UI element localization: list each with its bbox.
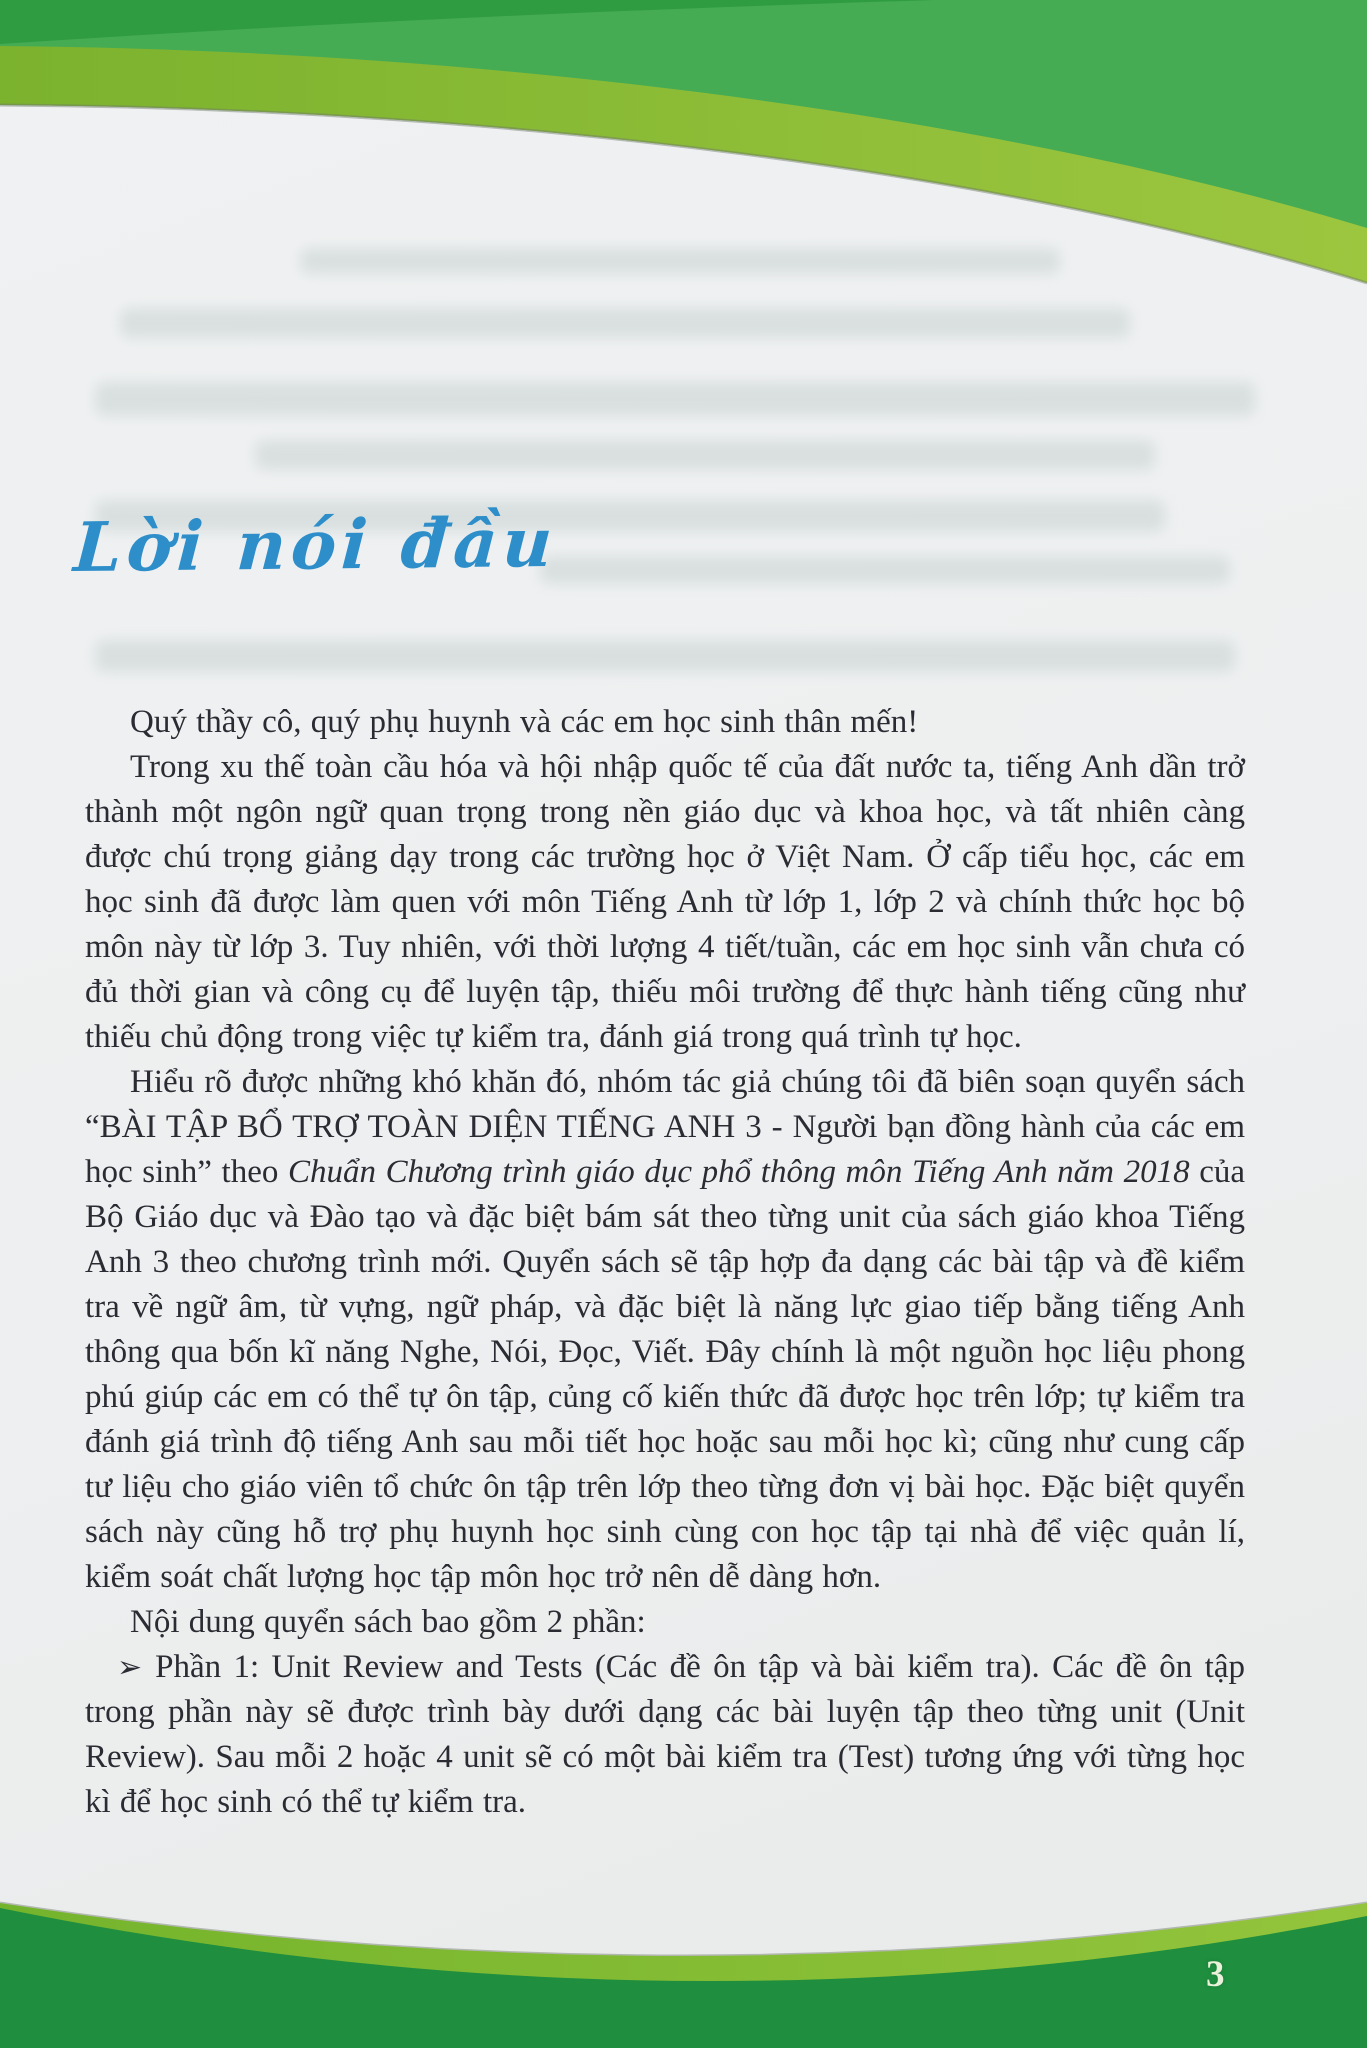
preface-body: [85, 700, 1245, 1825]
salutation-text: Quý thầy cô, quý phụ huynh và các em học sinh thân mến!: [130, 704, 919, 740]
page-title: Lời nói đầu: [71, 502, 560, 589]
show-through-ghost: [95, 640, 1235, 672]
show-through-ghost: [255, 440, 1155, 470]
salutation-line: [85, 700, 1245, 745]
paragraph-intro: Trong xu thế toàn cầu hóa và hội nhập quốc tế của đất nước ta, tiếng Anh dần trở thành một ngôn ngữ quan trọng trong nền giáo dục và khoa học, và tất nhiên càng được chú trọng giảng dạy trong các trường học ở Việt Nam. Ở cấp tiểu học, các em học sinh đã được làm quen với môn Tiếng Anh từ lớp 1, lớp 2 và chính thức học bộ môn này từ lớp 3. Tuy nhiên, với thời lượng 4 tiết/tuần, các em học sinh vẫn chưa có đủ thời gian và công cụ để luyện tập, thiếu môi trường để thực hành tiếng cũng như thiếu chủ động trong việc tự kiểm tra, đánh giá trong quá trình tự học.: [85, 749, 1245, 1055]
show-through-ghost: [540, 556, 1230, 584]
show-through-ghost: [300, 248, 1060, 274]
show-through-ghost: [95, 382, 1255, 416]
bullet-part1-paragraph: [85, 1645, 1245, 1825]
paragraph-contents: Nội dung quyển sách bao gồm 2 phần:: [130, 1604, 646, 1640]
page-number: 3: [1206, 1954, 1225, 1995]
bullet-part1-text: Phần 1: Unit Review and Tests (Các đề ôn tập và bài kiểm tra). Các đề ôn tập trong phần này sẽ được trình bày dưới dạng các bài luyện tập theo từng unit (Unit Review). Sau mỗi 2 hoặc 4 unit sẽ có một bài kiểm tra (Test) tương ứng với từng học kì để học sinh có thể tự kiểm tra.: [85, 1649, 1245, 1820]
arrow-bullet-icon: ➢: [117, 1650, 143, 1685]
show-through-ghost: [120, 308, 1130, 338]
paragraph-book: Hiểu rõ được những khó khăn đó, nhóm tác giả chúng tôi đã biên soạn quyển sách “BÀI TẬP BỔ TRỢ TOÀN DIỆN TIẾNG ANH 3 - Người bạn đồng hành của các em học sinh” theo Chuẩn Chương trình giáo dục phổ thông môn Tiếng Anh năm 2018 của Bộ Giáo dục và Đào tạo và đặc biệt bám sát theo từng unit của sách giáo khoa Tiếng Anh 3 theo chương trình mới. Quyển sách sẽ tập hợp đa dạng các bài tập và đề kiểm tra về ngữ âm, từ vựng, ngữ pháp, và đặc biệt là năng lực giao tiếp bằng tiếng Anh thông qua bốn kĩ năng Nghe, Nói, Đọc, Viết. Đây chính là một nguồn học liệu phong phú giúp các em có thể tự ôn tập, củng cố kiến thức đã được học trên lớp; tự kiểm tra đánh giá trình độ tiếng Anh sau mỗi tiết học hoặc sau mỗi học kì; cũng như cung cấp tư liệu cho giáo viên tổ chức ôn tập trên lớp theo từng đơn vị bài học. Đặc biệt quyển sách này cũng hỗ trợ phụ huynh học sinh cùng con học tập tại nhà để việc quản lí, kiểm soát chất lượng học tập môn học trở nên dễ dàng hơn.: [85, 1064, 1246, 1595]
bottom-green-curve-decoration: [0, 1848, 1367, 2048]
